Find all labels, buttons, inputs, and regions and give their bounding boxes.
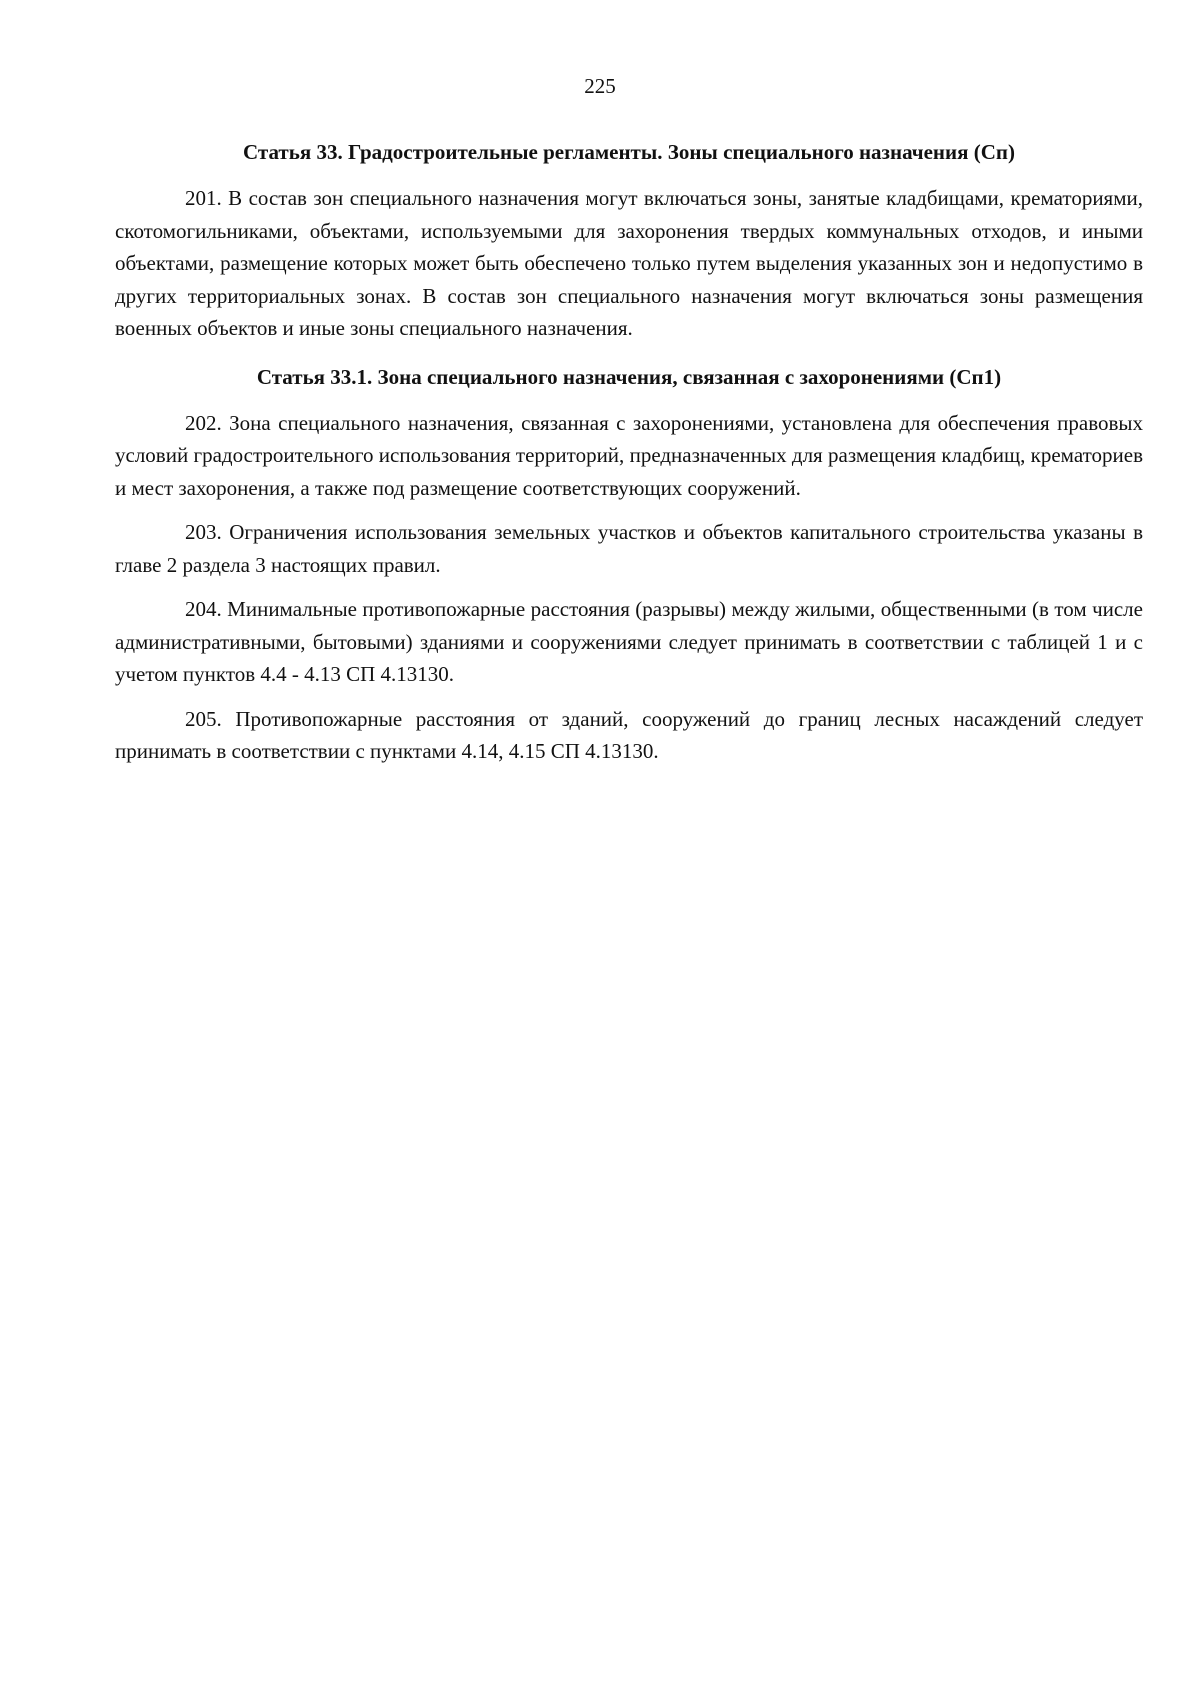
paragraph-205: 205. Противопожарные расстояния от зданий, сооружений до границ лесных насаждений следует принимать в соответствии с пунктами 4.14, 4.15 СП 4.13130. (115, 706, 1143, 763)
paragraph-203: 203. Ограничения использования земельных участков и объектов капитального строительства указаны в главе 2 раздела 3 настоящих правил. (115, 520, 1143, 577)
paragraph-201: 201. В состав зон специального назначения могут включаться зоны, занятые кладбищами, крематориями, скотомогильниками, объектами, используемыми для захоронения твердых коммунальных отходов, и иными объектами, размещение которых может быть обеспечено только путем выделения указанных зон и недопустимо в других территориальных зонах. В состав зон специального назначения могут включаться зоны размещения военных объектов и иные зоны специального назначения. (115, 186, 1143, 340)
article-33-1 (115, 361, 1143, 768)
paragraph-204: 204. Минимальные противопожарные расстояния (разрывы) между жилыми, общественными (в том числе административными, бытовыми) зданиями и сооружениями следует принимать в соответствии с таблицей 1 и с учетом пунктов 4.4 - 4.13 СП 4.13130. (115, 597, 1143, 686)
article-heading: Статья 33. Градостроительные регламенты. Зоны специального назначения (Сп) (243, 140, 1015, 164)
paragraph-202: 202. Зона специального назначения, связанная с захоронениями, установлена для обеспечения правовых условий градостроительного использования территорий, предназначенных для размещения кладбищ, крематориев и мест захоронения, а также под размещение соответствующих сооружений. (115, 410, 1143, 500)
page-number: 225 (584, 74, 616, 98)
article-heading: Статья 33.1. Зона специального назначения, связанная с захоронениями (Сп1) (256, 364, 1002, 389)
document-body (115, 136, 1143, 780)
article-33 (115, 136, 1143, 345)
